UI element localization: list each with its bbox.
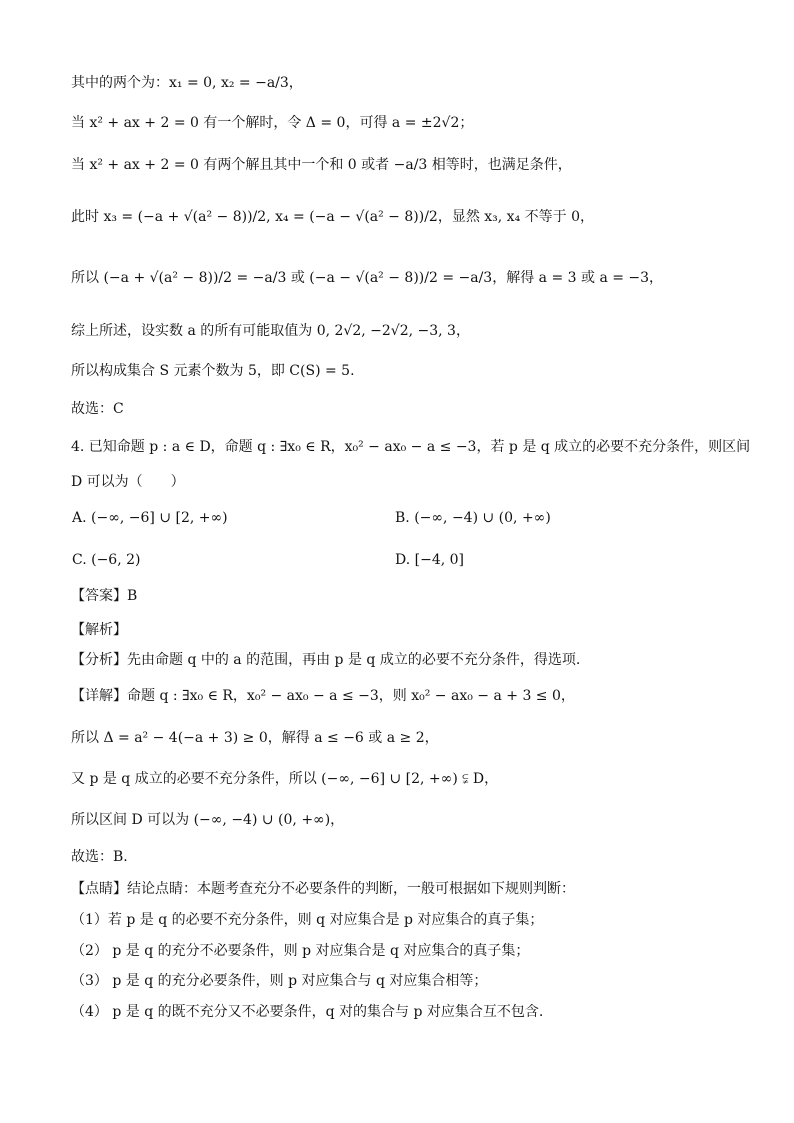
question-stem: 4. 已知命题 p : a ∈ D，命题 q : ∃x₀ ∈ R，x₀² − ax₀ − a ≤ −3，若 p 是 q 成立的必要不充分条件，则区间 [71,439,751,455]
analysis-line: 所以 Δ = a² − 4(−a + 3) ≥ 0，解得 a ≤ −6 或 a ≥ 2， [71,730,439,746]
analysis-line: （4） p 是 q 的既不充分又不必要条件，q 对的集合与 p 对应集合互不包含. [71,1004,544,1020]
option-b: B. (−∞, −4) ∪ (0, +∞) [395,510,551,526]
analysis-line: 又 p 是 q 成立的必要不充分条件，所以 (−∞, −6] ∪ [2, +∞) ⫋ D， [71,771,499,787]
analysis-line: （2） p 是 q 的充分不必要条件，则 p 对应集合是 q 对应集合的真子集； [71,943,530,959]
text-line: 当 x² + ax + 2 = 0 有两个解且其中一个和 0 或者 −a/3 相等时，也满足条件， [71,157,572,173]
text-line: 其中的两个为：x₁ = 0, x₂ = −a/3， [71,75,303,91]
text-line: 所以 (−a + √(a² − 8))/2 = −a/3 或 (−a − √(a² − 8))/2 = −a/3，解得 a = 3 或 a = −3， [71,270,664,286]
analysis-line: 【点睛】结论点睛：本题考查充分不必要条件的判断，一般可根据如下规则判断： [71,881,575,897]
analysis-line: （3） p 是 q 的充分必要条件，则 p 对应集合与 q 对应集合相等； [71,973,488,989]
text-line: 此时 x₃ = (−a + √(a² − 8))/2, x₄ = (−a − √(a² − 8))/2，显然 x₃, x₄ 不等于 0， [71,209,594,225]
analysis-line: 【分析】先由命题 q 中的 a 的范围，再由 p 是 q 成立的必要不充分条件，得选项. [71,652,581,668]
text-line: 综上所述，设实数 a 的所有可能取值为 0, 2√2, −2√2, −3, 3， [71,323,470,339]
question-stem: D 可以为（ ） [71,474,185,490]
option-c: C. (−6, 2) [72,552,141,568]
analysis-line: 【详解】命题 q : ∃x₀ ∈ R，x₀² − ax₀ − a ≤ −3，则 x₀² − ax₀ − a + 3 ≤ 0， [71,688,575,704]
analysis-line: 所以区间 D 可以为 (−∞, −4) ∪ (0, +∞)， [71,812,345,828]
option-d: D. [−4, 0] [395,552,464,568]
analysis-line: 故选：B. [71,849,128,865]
text-line: 故选：C [71,401,124,417]
option-a: A. (−∞, −6] ∪ [2, +∞) [72,510,228,526]
text-line: 所以构成集合 S 元素个数为 5，即 C(S) = 5. [71,363,355,379]
text-line: 当 x² + ax + 2 = 0 有一个解时，令 Δ = 0，可得 a = ±2√2； [71,115,474,131]
analysis-line: （1）若 p 是 q 的必要不充分条件，则 q 对应集合是 p 对应集合的真子集； [71,912,544,928]
analysis-label: 【解析】 [71,622,127,638]
answer-label: 【答案】B [71,588,138,604]
